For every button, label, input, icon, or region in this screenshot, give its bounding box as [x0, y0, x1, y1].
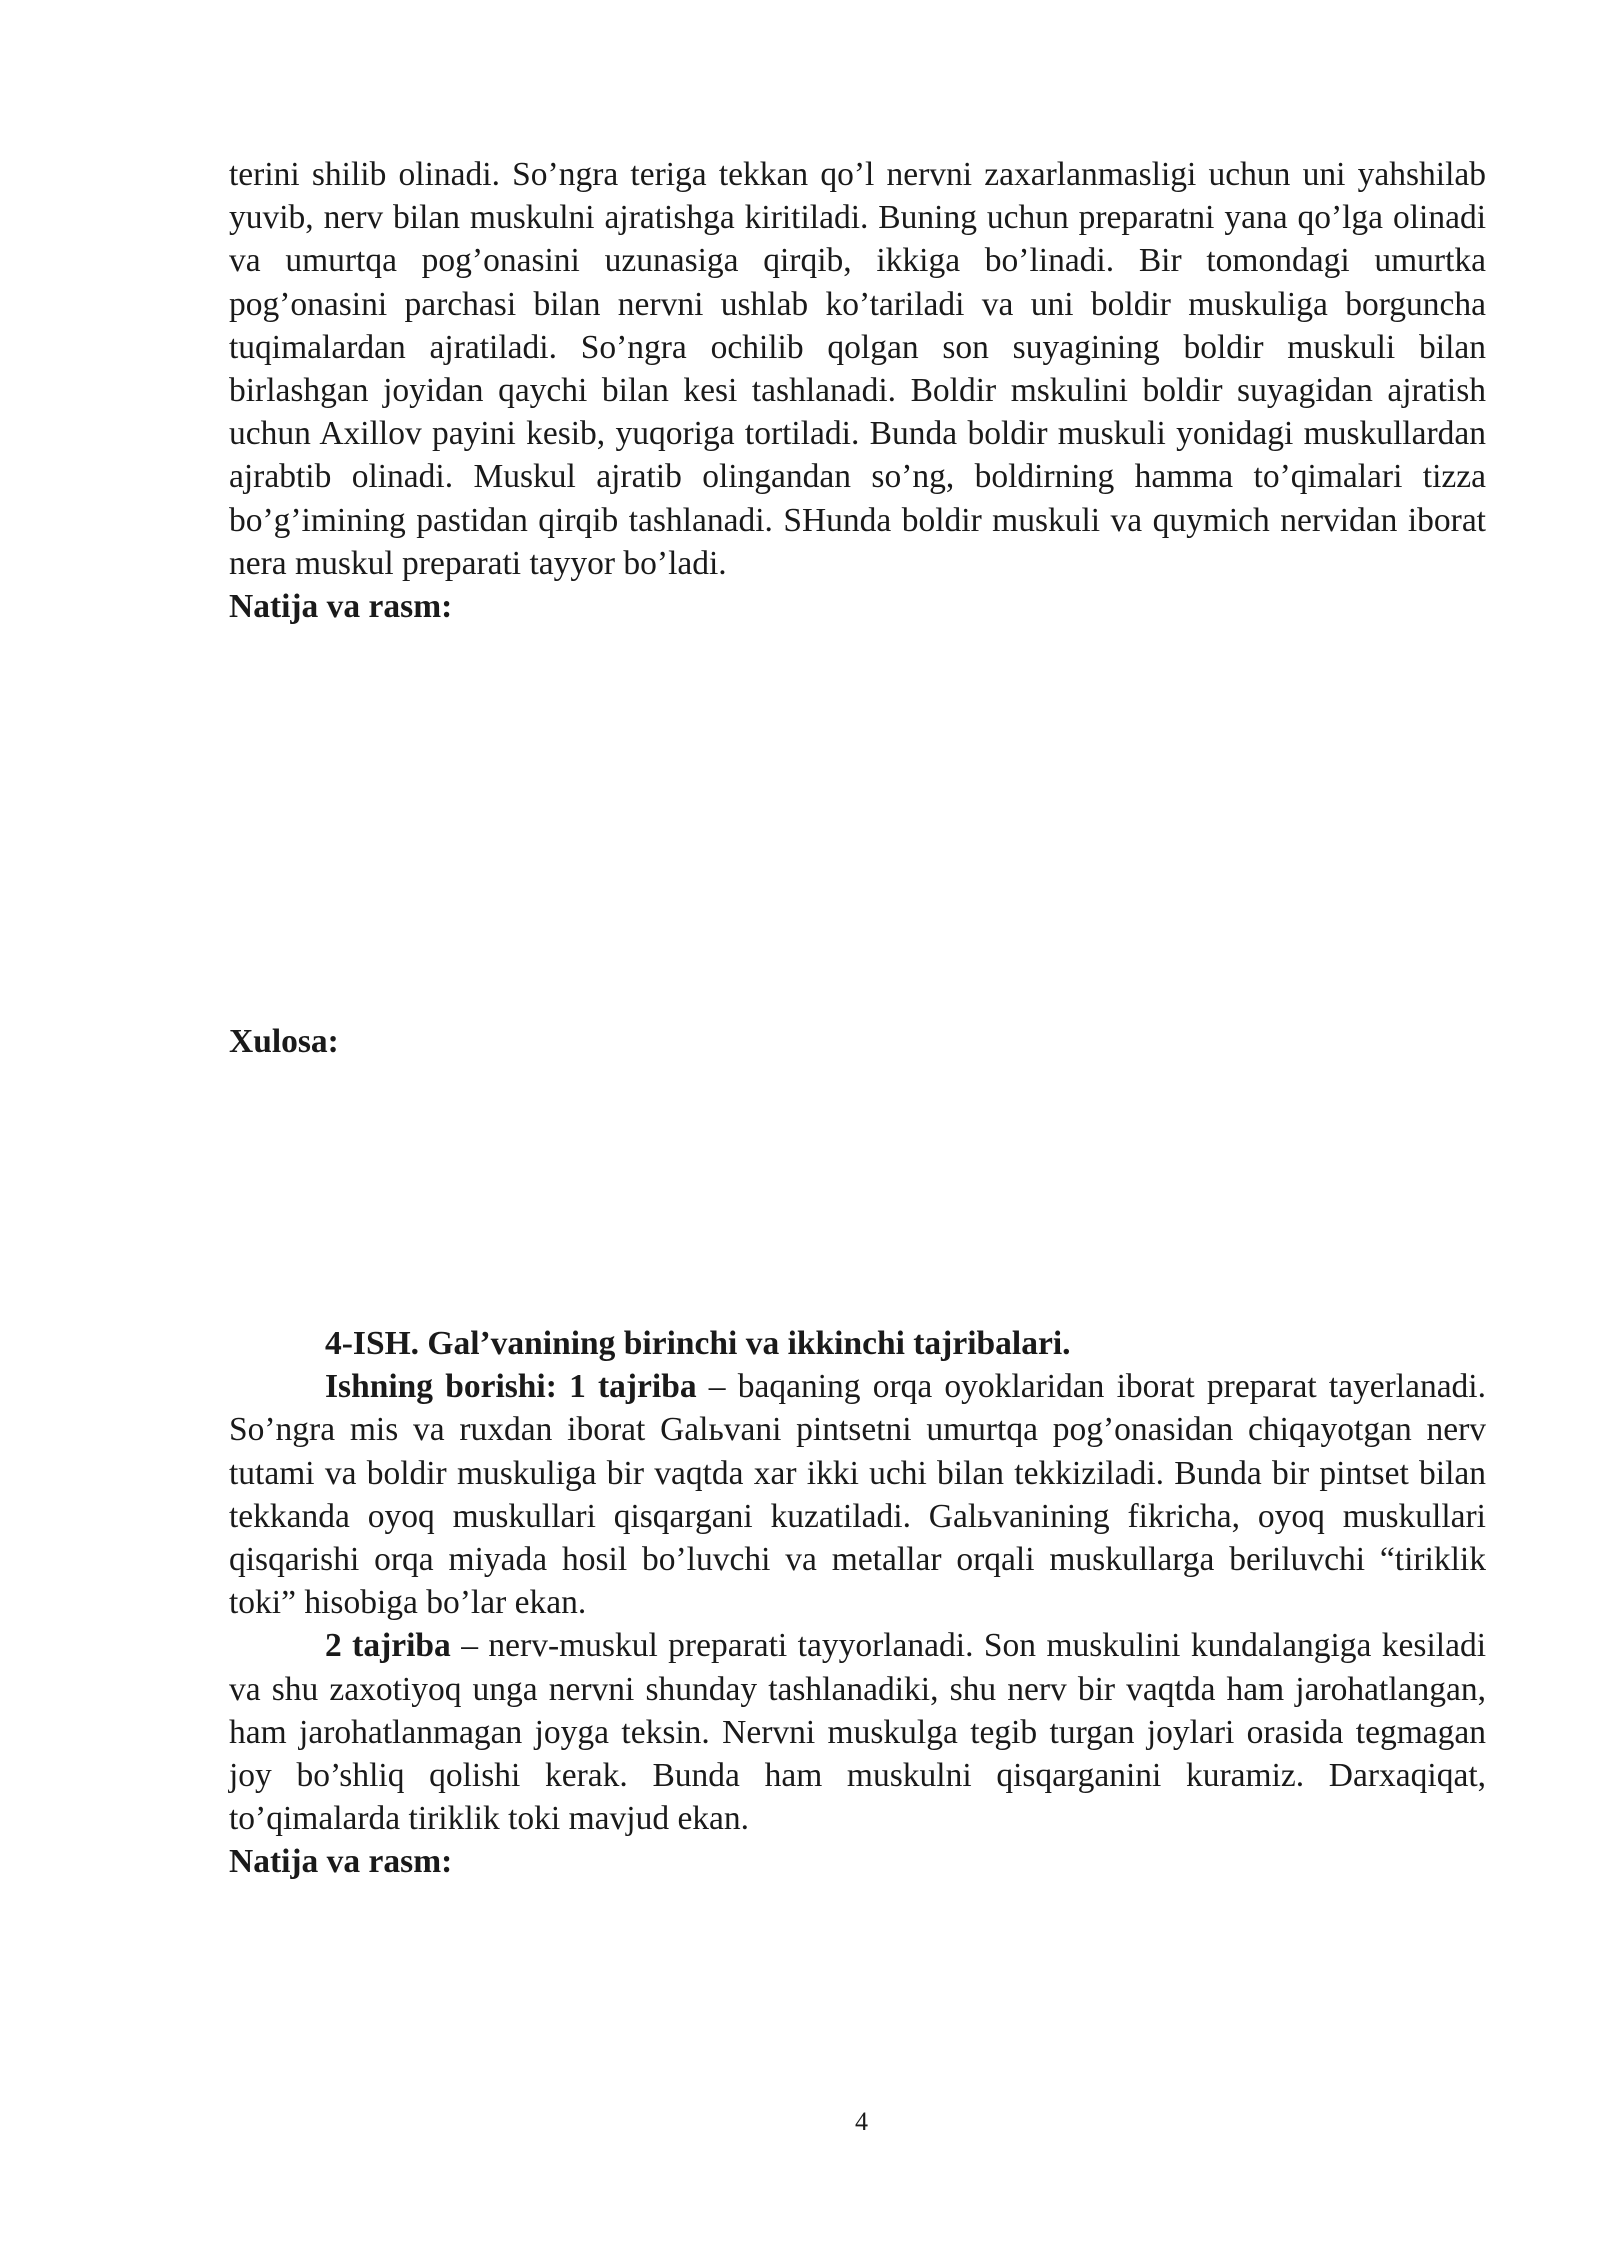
section-galvani: [229, 1322, 1486, 1884]
conclusion-heading: Xulosa:: [229, 1023, 339, 1060]
experiment-1-paragraph: [229, 1365, 1486, 1624]
page-number: 4: [855, 2107, 868, 2136]
experiment-2-text: – nerv-muskul preparati tayyorlanadi. Son muskulini kundalangiga kesiladi va shu zaxotiyoq unga nervni shunday tashlanadiki, shu nerv bir vaqtda ham jarohatlangan, ham jarohatlanmagan joyga teksin. Nervni muskulga tegib turgan joylari orasida tegmagan joy bo’shliq qolishi kerak. Bunda ham muskulni qisqarganini kuramiz. Darxaqiqat, to’qimalarda tiriklik toki mavjud ekan.: [229, 1627, 1486, 1838]
preparation-paragraph: terini shilib olinadi. So’ngra teriga tekkan qo’l nervni zaxarlanmasligi uchun uni yahshilab yuvib, nerv bilan muskulni ajratishga kiritiladi. Buning uchun preparatni yana qo’lga olinadi va umurtqa pog’onasini uzunasiga qirqib, ikkiga bo’linadi. Bir tomondagi umurtka pog’onasini parchasi bilan nervni ushlab ko’tariladi va uni boldir muskuliga borguncha tuqimalardan ajratiladi. So’ngra ochilib qolgan son suyagining boldir muskuli bilan birlashgan joyidan qaychi bilan kesi tashlanadi. Boldir mskulini boldir suyagidan ajratish uchun Axillov payini kesib, yuqoriga tortiladi. Bunda boldir muskuli yonidagi muskullardan ajrabtib olinadi. Muskul ajratib olingandan so’ng, boldirning hamma to’qimalari tizza bo’g’imining pastidan qirqib tashlanadi. SHunda boldir muskuli va quymich nervidan iborat nera muskul preparati tayyor bo’ladi.: [229, 156, 1486, 582]
experiment-2-label: 2 tajriba: [325, 1627, 451, 1665]
result-heading: Natija va rasm:: [229, 588, 453, 626]
section-preparation: [229, 153, 1486, 628]
result-heading-2: Natija va rasm:: [229, 1843, 453, 1881]
experiment-1-text: – baqaning orqa oyoklaridan iborat preparat tayerlanadi. So’ngra mis va ruxdan iborat Galьvani pintsetni umurtqa pog’onasidan chiqayotgan nerv tutami va boldir muskuliga bir vaqtda xar ikki uchi bilan tekkiziladi. Bunda bir pintset bilan tekkanda oyoq muskullari qisqargani kuzatiladi. Galьvanining fikricha, oyoq muskullari qisqarishi orqa miyada hosil bo’luvchi va metallar orqali muskullarga beriluvchi “tiriklik toki” hisobiga bo’lar ekan.: [229, 1368, 1486, 1622]
experiment-2-paragraph: [229, 1624, 1486, 1840]
section-title: 4-ISH. Gal’vanining birinchi va ikkinchi tajribalari.: [325, 1325, 1071, 1362]
experiment-1-label: Ishning borishi: 1 tajriba: [325, 1368, 697, 1406]
